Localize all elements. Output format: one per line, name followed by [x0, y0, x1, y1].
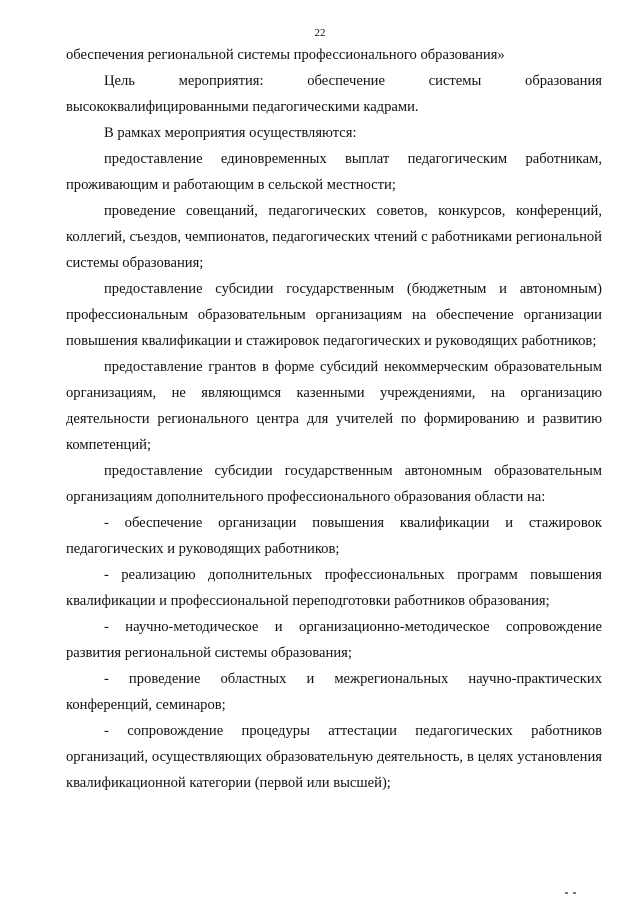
scan-mark [565, 892, 579, 894]
list-item: - реализацию дополнительных профессиональных программ повышения квалификации и профессиональной переподготовки работников образования; [66, 567, 602, 609]
paragraph-item: предоставление субсидии государственным (бюджетным и автономным) профессиональным образовательным организациям на обеспечение организации повышения квалификации и стажировок педагогических и руководящих работников; [66, 281, 602, 349]
list-item: - проведение областных и межрегиональных научно-практических конференций, семинаров; [66, 671, 602, 713]
paragraph-goal: Цель мероприятия: обеспечение системы образования высококвалифицированными педагогическими кадрами. [66, 73, 602, 115]
paragraph-item: проведение совещаний, педагогических советов, конкурсов, конференций, коллегий, съездов, чемпионатов, педагогических чтений с работниками региональной системы образования; [66, 203, 602, 271]
paragraph-item: предоставление субсидии государственным автономным образовательным организациям дополнительного профессионального образования области на: [66, 463, 602, 505]
document-body [66, 42, 602, 796]
paragraph-continuation: обеспечения региональной системы профессионального образования» [66, 47, 505, 63]
paragraph-intro: В рамках мероприятия осуществляются: [104, 125, 357, 141]
list-item: - сопровождение процедуры аттестации педагогических работников организаций, осуществляющих образовательную деятельность, в целях установления квалификационной категории (первой или высшей); [66, 723, 602, 791]
list-item: - научно-методическое и организационно-методическое сопровождение развития региональной системы образования; [66, 619, 602, 661]
paragraph-item: предоставление грантов в форме субсидий некоммерческим образовательным организациям, не являющимся казенными учреждениями, на организацию деятельности регионального центра для учителей по формированию и развитию компетенций; [66, 359, 602, 453]
paragraph-item: предоставление единовременных выплат педагогическим работникам, проживающим и работающим в сельской местности; [66, 151, 602, 193]
list-item: - обеспечение организации повышения квалификации и стажировок педагогических и руководящих работников; [66, 515, 602, 557]
page-number: 22 [314, 27, 326, 39]
